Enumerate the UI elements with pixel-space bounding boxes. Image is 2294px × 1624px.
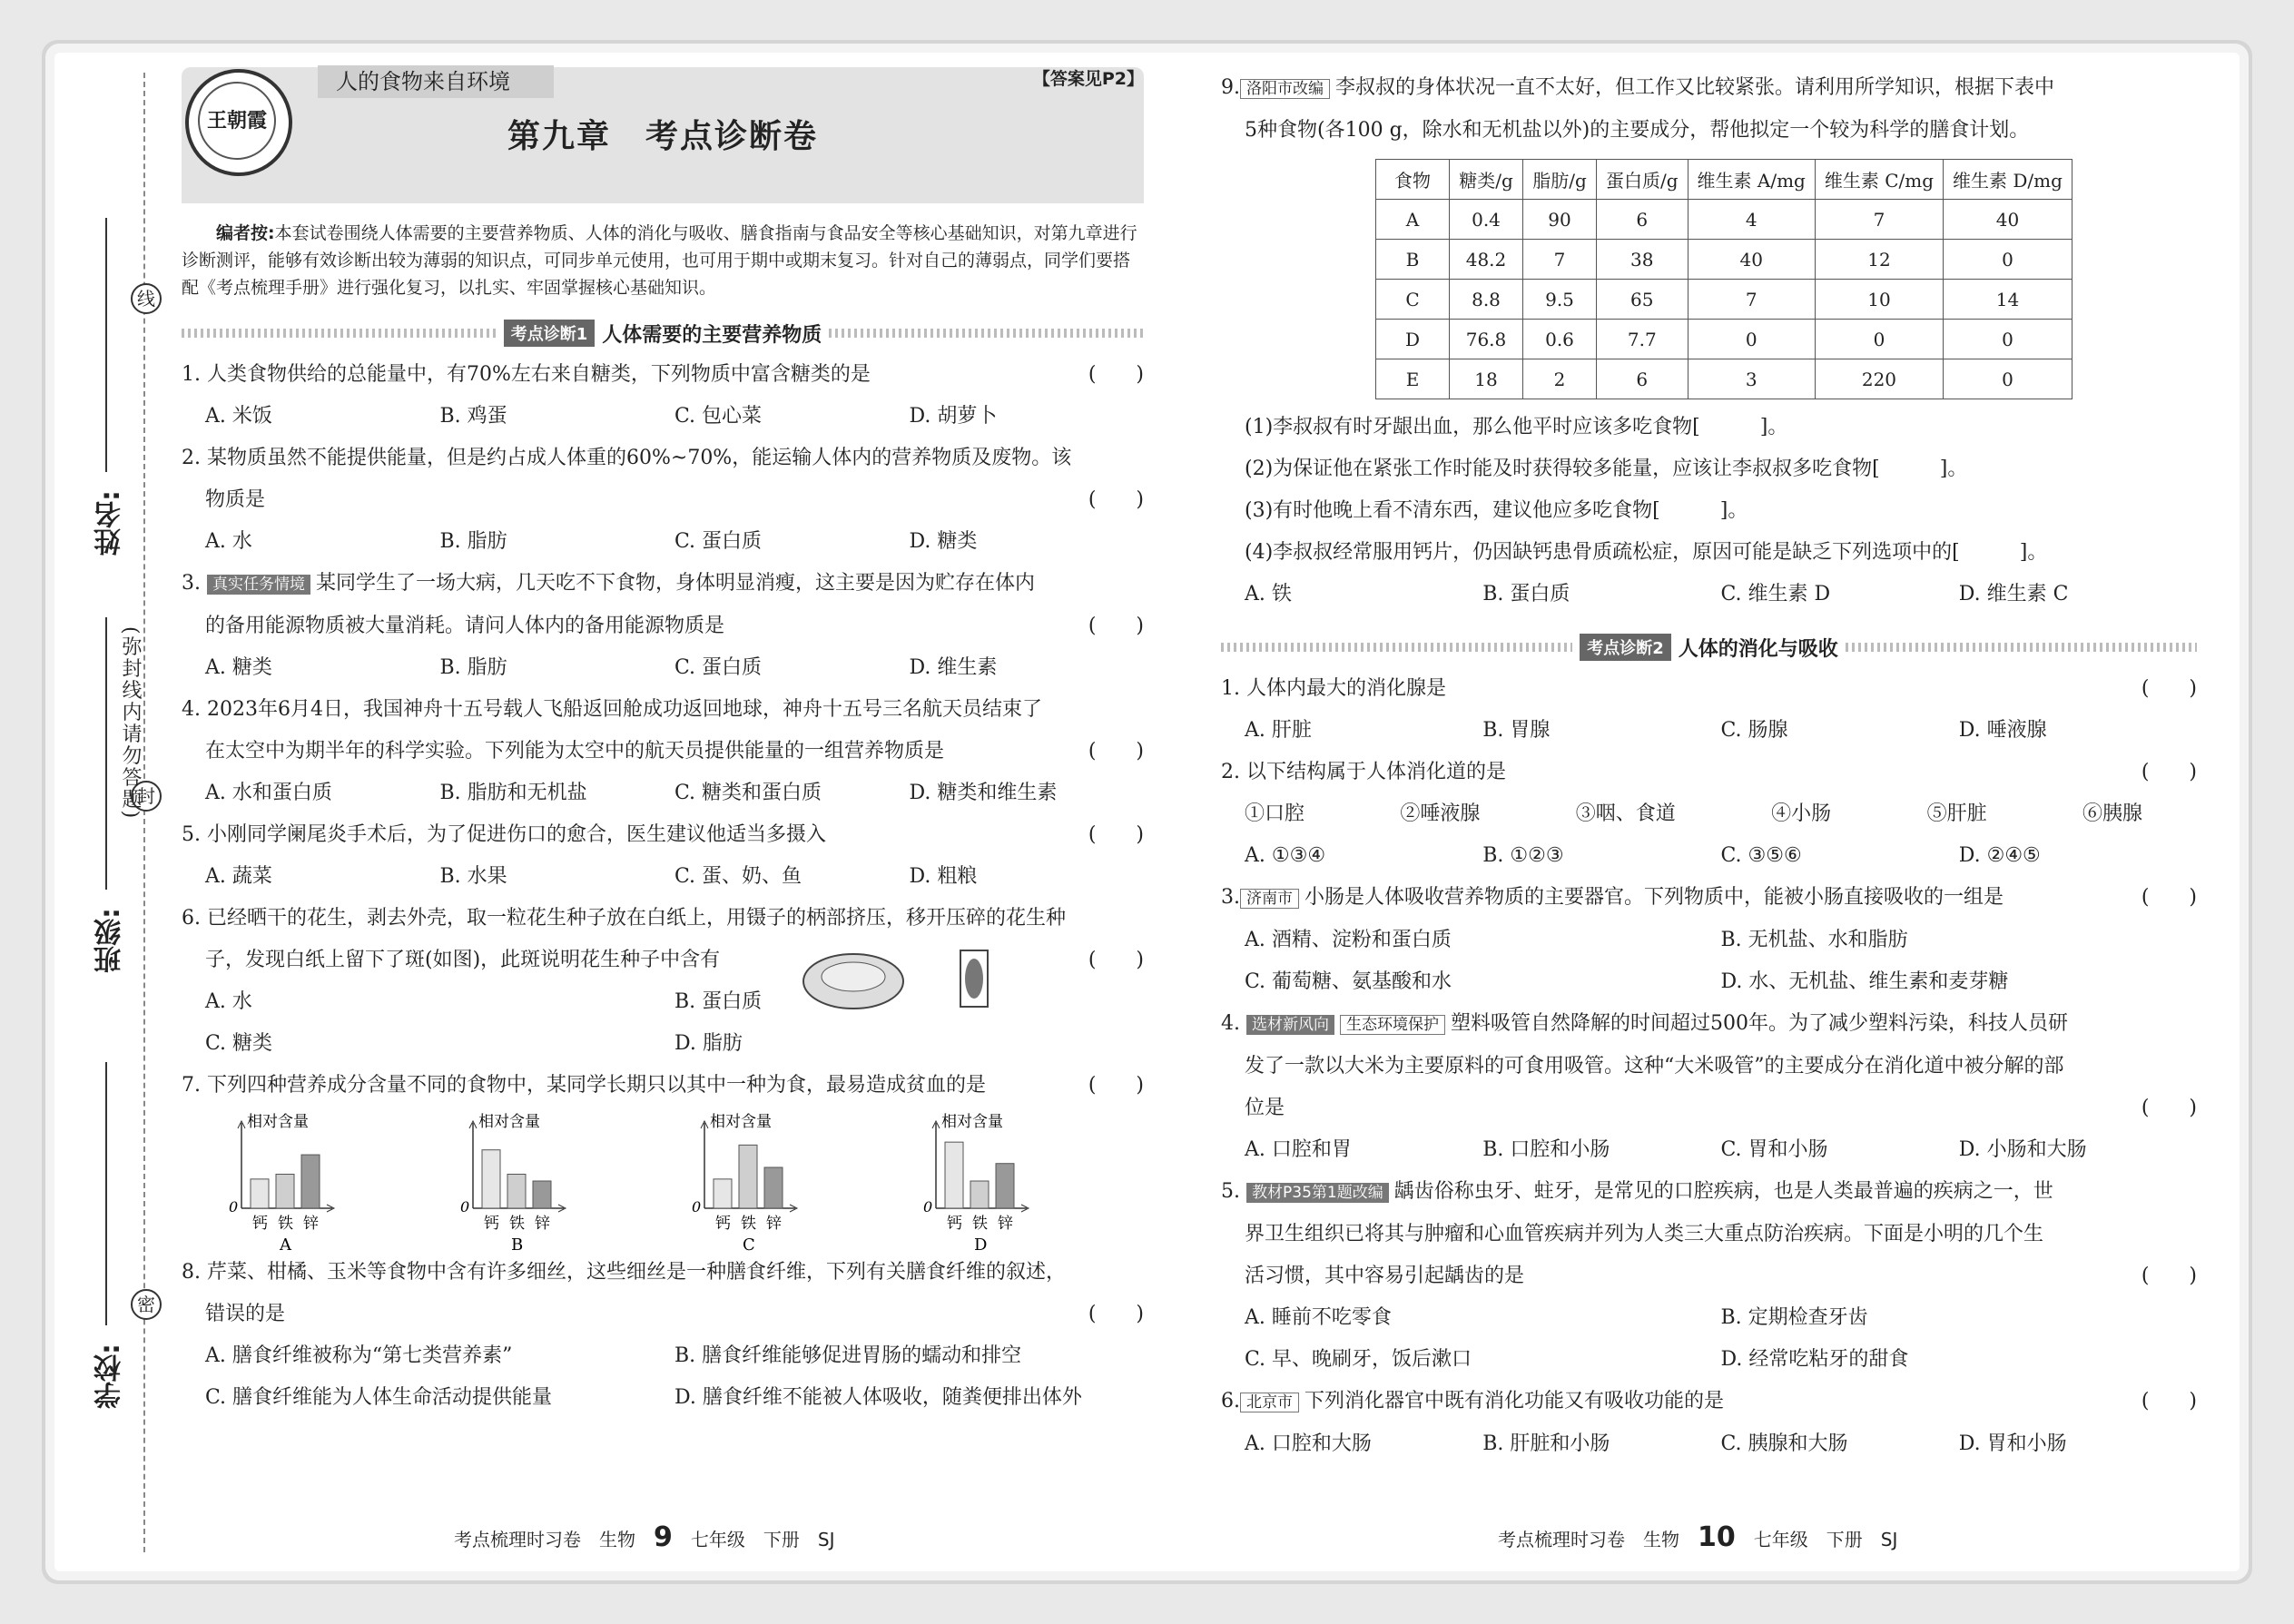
q5-answer-bracket[interactable]: ( ) xyxy=(1088,823,1144,846)
q2-option-a[interactable]: A. 水 xyxy=(205,530,252,553)
chart-svg-B xyxy=(437,1107,655,1252)
tick-label-铁: 铁 xyxy=(972,1215,988,1233)
r3-stem: 小肠是人体吸收营养物质的主要器官。下列物质中，能被小肠直接吸收的一组是 xyxy=(1305,886,2004,909)
q9-option-d[interactable]: D. 维生素 C xyxy=(1958,583,2069,605)
q7-stem: 7. 下列四种营养成分含量不同的食物中，某同学长期只以其中一种为食，最易造成贫血的是 xyxy=(182,1074,986,1097)
bar-锌 xyxy=(301,1155,320,1208)
origin-label: 0 xyxy=(460,1198,470,1216)
name-label: 姓名: xyxy=(94,490,126,556)
table-cell: E xyxy=(1376,359,1450,399)
q6-option-a[interactable]: A. 水 xyxy=(205,990,252,1013)
q3-option-d[interactable]: D. 维生素 xyxy=(909,656,998,679)
r5-option-d[interactable]: D. 经常吃粘牙的甜食 xyxy=(1720,1348,1909,1371)
r4-tag-1: 选材新风向 xyxy=(1246,1015,1334,1035)
r2-item-2: ②唾液腺 xyxy=(1400,802,1481,825)
q5-option-c[interactable]: C. 蛋、奶、鱼 xyxy=(674,865,802,888)
r2-option-d[interactable]: D. ②④⑤ xyxy=(1958,844,2041,867)
tick-label-铁: 铁 xyxy=(278,1215,293,1233)
q7-charts xyxy=(205,1107,1144,1252)
q9-number: 9. xyxy=(1221,76,1240,99)
q5-options xyxy=(182,856,1144,898)
q6-option-c[interactable]: C. 糖类 xyxy=(205,1032,273,1055)
r4-option-d[interactable]: D. 小肠和大肠 xyxy=(1958,1138,2087,1161)
r1-options xyxy=(1221,710,2197,752)
r1-stem: 1. 人体内最大的消化腺是 xyxy=(1221,677,1446,700)
r-question-5-cont xyxy=(1221,1214,2197,1255)
left-column xyxy=(182,67,1144,1419)
q2-stem: 2. 某物质虽然不能提供能量，但是约占成人体重的60%~70%，能运输人体内的营养物质及废物。该 xyxy=(182,447,1072,469)
r-question-3 xyxy=(1221,877,2197,920)
table-cell: 38 xyxy=(1597,240,1689,280)
q4-stem-cont: 在太空中为期半年的科学实验。下列能为太空中的航天员提供能量的一组营养物质是 xyxy=(205,740,945,763)
q4-answer-bracket[interactable]: ( ) xyxy=(1088,740,1144,763)
table-cell: 76.8 xyxy=(1450,320,1523,359)
bar-钙 xyxy=(714,1179,732,1208)
table-row xyxy=(1376,320,2072,359)
right-column xyxy=(1221,67,2197,1465)
editor-note-text: 本套试卷围绕人体需要的主要营养物质、人体的消化与吸收、膳食指南与食品安全等核心基础知识，对第九章进行诊断测评，能够有效诊断出较为薄弱的知识点，可同步单元使用，也可用于期中或期末复习。针对自己的薄弱点，同学们要搭配《考点梳理手册》进行强化复习，以扎实、牢固掌握核心基础知识。 xyxy=(182,223,1137,298)
binding-margin xyxy=(71,73,162,1552)
r3-answer-bracket[interactable]: ( ) xyxy=(2141,886,2197,909)
table-cell: 40 xyxy=(1688,240,1815,280)
q3-answer-bracket[interactable]: ( ) xyxy=(1088,615,1144,637)
section-1-tag: 考点诊断1 xyxy=(504,320,596,347)
question-6 xyxy=(182,898,1144,940)
table-cell: 6 xyxy=(1597,359,1689,399)
r6-option-d[interactable]: D. 胃和小肠 xyxy=(1958,1432,2067,1455)
r5-option-a[interactable]: A. 睡前不吃零食 xyxy=(1245,1306,1392,1329)
table-cell: A xyxy=(1376,200,1450,240)
q9-option-c[interactable]: C. 维生素 D xyxy=(1720,583,1831,605)
r3-options-row2 xyxy=(1221,961,2197,1003)
tick-label-铁: 铁 xyxy=(509,1215,525,1233)
footer-left xyxy=(454,1521,834,1553)
table-cell: 8.8 xyxy=(1450,280,1523,320)
r6-number: 6. xyxy=(1221,1390,1240,1412)
r4-tag-2: 生态环境保护 xyxy=(1340,1015,1445,1035)
origin-label: 0 xyxy=(692,1198,702,1216)
r-question-1 xyxy=(1221,668,2197,710)
r2-answer-bracket[interactable]: ( ) xyxy=(2141,761,2197,783)
question-2 xyxy=(182,438,1144,479)
badge-logo-text: 王朝霞 xyxy=(198,82,276,160)
q3-option-c[interactable]: C. 蛋白质 xyxy=(674,656,763,679)
r2-item-1: ①口腔 xyxy=(1245,802,1305,825)
table-cell: 0 xyxy=(1688,320,1815,359)
chapter-header xyxy=(182,67,1144,203)
r3-tag: 济南市 xyxy=(1240,889,1299,909)
tick-label-锌: 锌 xyxy=(998,1215,1013,1233)
q3-number: 3. xyxy=(182,572,201,595)
q6-answer-bracket[interactable]: ( ) xyxy=(1088,949,1144,971)
q4-option-a[interactable]: A. 水和蛋白质 xyxy=(205,782,332,804)
table-header-cell: 脂肪/g xyxy=(1523,160,1597,200)
q4-options xyxy=(182,773,1144,814)
r2-item-4: ④小肠 xyxy=(1771,802,1832,825)
q5-option-a[interactable]: A. 蔬菜 xyxy=(205,865,272,888)
r5-options-row1 xyxy=(1221,1297,2197,1339)
q9-sub-3[interactable]: (3)有时他晚上看不清东西，建议他应多吃食物[ ]。 xyxy=(1245,499,1748,522)
q9-sub-2[interactable]: (2)为保证他在紧张工作时能及时获得较多能量，应该让李叔叔多吃食物[ ]。 xyxy=(1245,458,1968,480)
table-header-cell: 糖类/g xyxy=(1450,160,1523,200)
chapter-title: 第九章 考点诊断卷 xyxy=(507,118,818,155)
chart-A[interactable] xyxy=(205,1107,437,1252)
bar-锌 xyxy=(996,1164,1014,1208)
y-axis-label: 相对含量 xyxy=(478,1113,540,1131)
table-cell: 7 xyxy=(1688,280,1815,320)
table-header-cell: 维生素 C/mg xyxy=(1815,160,1943,200)
tick-label-锌: 锌 xyxy=(766,1215,782,1233)
r3-option-a[interactable]: A. 酒精、淀粉和蛋白质 xyxy=(1245,929,1452,951)
q1-option-b[interactable]: B. 鸡蛋 xyxy=(439,405,507,428)
table-cell: C xyxy=(1376,280,1450,320)
q7-answer-bracket[interactable]: ( ) xyxy=(1088,1074,1144,1097)
q3-option-b[interactable]: B. 脂肪 xyxy=(439,656,507,679)
q8-option-b[interactable]: B. 膳食纤维能够促进胃肠的蠕动和排空 xyxy=(674,1344,1022,1367)
r2-option-b[interactable]: B. ①②③ xyxy=(1482,844,1564,867)
subject-tab: 人的食物来自环境 xyxy=(318,65,554,98)
r5-stem-cont: 界卫生组织已将其与肿瘤和心血管疾病并列为人类三大重点防治疾病。下面是小明的几个生 xyxy=(1245,1223,2044,1245)
q4-stem: 4. 2023年6月4日，我国神舟十五号载人飞船返回舱成功返回地球，神舟十五号三名航天员结束了 xyxy=(182,698,1042,721)
table-cell: 9.5 xyxy=(1523,280,1597,320)
section-2-tag: 考点诊断2 xyxy=(1580,634,1671,661)
bar-铁 xyxy=(507,1175,526,1209)
bar-钙 xyxy=(945,1142,963,1208)
section-1-header xyxy=(182,318,1144,349)
table-cell: 14 xyxy=(1944,280,2072,320)
q5-option-d[interactable]: D. 粗粮 xyxy=(909,865,978,888)
q9-option-a[interactable]: A. 铁 xyxy=(1245,583,1292,605)
chart-D[interactable] xyxy=(900,1107,1131,1252)
q1-answer-bracket[interactable]: ( ) xyxy=(1088,363,1144,386)
r2-options xyxy=(1221,835,2197,877)
footer-right-grade: 七年级 下册 SJ xyxy=(1753,1529,1898,1550)
chart-letter: D xyxy=(974,1235,988,1252)
q8-answer-bracket[interactable]: ( ) xyxy=(1088,1303,1144,1325)
bar-锌 xyxy=(764,1167,783,1208)
section-2-title: 人体的消化与吸收 xyxy=(1678,637,1838,661)
chart-letter: B xyxy=(511,1235,524,1252)
q4-option-d[interactable]: D. 糖类和维生素 xyxy=(909,782,1058,804)
question-9 xyxy=(1221,67,2197,110)
table-cell: 18 xyxy=(1450,359,1523,399)
q8-option-d[interactable]: D. 膳食纤维不能被人体吸收，随粪便排出体外 xyxy=(674,1386,1082,1409)
answer-reference: 【答案见P2】 xyxy=(1032,69,1144,89)
table-row xyxy=(1376,200,2072,240)
chart-B[interactable] xyxy=(437,1107,668,1252)
q1-options xyxy=(182,396,1144,438)
table-cell: 0.6 xyxy=(1523,320,1597,359)
nutrition-table xyxy=(1375,159,2072,399)
r3-number: 3. xyxy=(1221,886,1240,909)
origin-label: 0 xyxy=(229,1198,239,1216)
bar-铁 xyxy=(970,1181,989,1208)
table-cell: 0 xyxy=(1815,320,1943,359)
r3-option-d[interactable]: D. 水、无机盐、维生素和麦芽糖 xyxy=(1720,970,2009,993)
r4-option-b[interactable]: B. 口腔和小肠 xyxy=(1482,1138,1610,1161)
q3-stem-cont: 的备用能源物质被大量消耗。请问人体内的备用能源物质是 xyxy=(205,615,725,637)
r-question-6 xyxy=(1221,1381,2197,1423)
q3-stem: 某同学生了一场大病，几天吃不下食物，身体明显消瘦，这主要是因为贮存在体内 xyxy=(316,572,1036,595)
r1-option-c[interactable]: C. 肠腺 xyxy=(1720,719,1788,742)
r2-item-5: ⑤肝脏 xyxy=(1926,802,1987,825)
y-axis-label: 相对含量 xyxy=(247,1113,309,1131)
q2-option-d[interactable]: D. 糖类 xyxy=(909,530,978,553)
r6-stem: 下列消化器官中既有消化功能又有吸收功能的是 xyxy=(1305,1390,1725,1412)
table-cell: 0.4 xyxy=(1450,200,1523,240)
table-cell: D xyxy=(1376,320,1450,359)
bar-铁 xyxy=(276,1175,294,1209)
r6-option-b[interactable]: B. 肝脏和小肠 xyxy=(1482,1432,1610,1455)
binding-mark-bottom: 密 xyxy=(131,1289,162,1320)
table-cell: 2 xyxy=(1523,359,1597,399)
r4-number: 4. xyxy=(1221,1012,1240,1035)
r2-stem: 2. 以下结构属于人体消化道的是 xyxy=(1221,761,1506,783)
q4-option-b[interactable]: B. 脂肪和无机盐 xyxy=(439,782,587,804)
r2-item-6: ⑥胰腺 xyxy=(2082,802,2142,825)
r3-options-row1 xyxy=(1221,920,2197,961)
chart-svg-A xyxy=(205,1107,423,1252)
r5-option-b[interactable]: B. 定期检查牙齿 xyxy=(1720,1306,1868,1329)
table-cell: 90 xyxy=(1523,200,1597,240)
footer-right-title: 考点梳理时习卷 生物 xyxy=(1498,1529,1679,1550)
r2-option-a[interactable]: A. ①③④ xyxy=(1245,844,1326,867)
r1-answer-bracket[interactable]: ( ) xyxy=(2141,677,2197,700)
q2-options xyxy=(182,521,1144,563)
class-label: 班级: xyxy=(94,908,126,973)
question-8 xyxy=(182,1252,1144,1294)
q9-options xyxy=(1221,574,2197,615)
binding-mark-mid: 封 xyxy=(131,781,162,812)
r2-option-c[interactable]: C. ③⑤⑥ xyxy=(1720,844,1802,867)
q6-stem: 6. 已经晒干的花生，剥去外壳，取一粒花生种子放在白纸上，用镊子的柄部挤压，移开压碎的花生种 xyxy=(182,907,1066,930)
table-header-cell: 维生素 A/mg xyxy=(1688,160,1815,200)
r4-stem: 塑料吸管自然降解的时间超过500年。为了减少塑料污染，科技人员研 xyxy=(1451,1012,2068,1035)
q9-option-b[interactable]: B. 蛋白质 xyxy=(1482,583,1570,605)
table-cell: 0 xyxy=(1944,320,2072,359)
y-axis-label: 相对含量 xyxy=(941,1113,1003,1131)
table-cell: 7 xyxy=(1523,240,1597,280)
q1-option-d[interactable]: D. 胡萝卜 xyxy=(909,405,998,428)
q6-stem-cont: 子，发现白纸上留下了斑(如图)，此斑说明花生种子中含有 xyxy=(205,949,721,971)
question-7 xyxy=(182,1065,1144,1107)
q9-tag: 洛阳市改编 xyxy=(1240,79,1330,99)
table-cell: 0 xyxy=(1944,240,2072,280)
r6-option-a[interactable]: A. 口腔和大肠 xyxy=(1245,1432,1372,1455)
table-header-cell: 食物 xyxy=(1376,160,1450,200)
q1-option-c[interactable]: C. 包心菜 xyxy=(674,405,763,428)
r5-answer-bracket[interactable]: ( ) xyxy=(2141,1265,2197,1287)
q3-options xyxy=(182,647,1144,689)
q9-stem: 李叔叔的身体状况一直不太好，但工作又比较紧张。请利用所学知识，根据下表中 xyxy=(1335,76,2055,99)
q3-tag: 真实任务情境 xyxy=(207,575,310,595)
r4-options xyxy=(1221,1129,2197,1171)
chart-letter: A xyxy=(280,1235,291,1252)
table-cell: 65 xyxy=(1597,280,1689,320)
peanut-grease-spot-illustration xyxy=(799,945,1008,1018)
table-cell: 220 xyxy=(1815,359,1943,399)
table-cell: B xyxy=(1376,240,1450,280)
q4-option-c[interactable]: C. 糖类和蛋白质 xyxy=(674,782,822,804)
page-number-right: 10 xyxy=(1698,1521,1736,1553)
r2-item-3: ③咽、食道 xyxy=(1575,802,1676,825)
origin-label: 0 xyxy=(923,1198,933,1216)
question-9-cont xyxy=(1221,110,2197,152)
section-1-title: 人体需要的主要营养物质 xyxy=(602,323,822,347)
binding-mark-top: 线 xyxy=(131,283,162,314)
section-2-header xyxy=(1221,632,2197,663)
q1-stem: 1. 人类食物供给的总能量中，有70%左右来自糖类，下列物质中富含糖类的是 xyxy=(182,363,871,386)
chart-svg-C xyxy=(668,1107,886,1252)
bar-钙 xyxy=(251,1179,269,1208)
r6-tag: 北京市 xyxy=(1240,1393,1299,1412)
footer-left-grade: 七年级 下册 SJ xyxy=(690,1529,835,1550)
q8-stem-cont: 错误的是 xyxy=(205,1303,286,1325)
q6-option-b[interactable]: B. 蛋白质 xyxy=(674,990,763,1013)
tick-label-钙: 钙 xyxy=(252,1215,268,1233)
table-cell: 3 xyxy=(1688,359,1815,399)
tick-label-锌: 锌 xyxy=(303,1215,319,1233)
table-cell: 0 xyxy=(1944,359,2072,399)
table-cell: 48.2 xyxy=(1450,240,1523,280)
q6-options-row2 xyxy=(182,1023,1144,1065)
r5-stem-cont2: 活习惯，其中容易引起龋齿的是 xyxy=(1245,1265,1525,1287)
table-header-row xyxy=(1376,160,2072,200)
r-question-4-cont xyxy=(1221,1046,2197,1088)
tick-label-钙: 钙 xyxy=(484,1215,499,1233)
q2-option-c[interactable]: C. 蛋白质 xyxy=(674,530,763,553)
tick-label-铁: 铁 xyxy=(741,1215,756,1233)
table-cell: 4 xyxy=(1688,200,1815,240)
table-cell: 6 xyxy=(1597,200,1689,240)
question-3 xyxy=(182,563,1144,605)
q2-answer-bracket[interactable]: ( ) xyxy=(1088,488,1144,511)
r-question-2 xyxy=(1221,752,2197,793)
q8-options-row1 xyxy=(182,1335,1144,1377)
tick-label-钙: 钙 xyxy=(715,1215,731,1233)
table-row xyxy=(1376,280,2072,320)
q9-sub-4[interactable]: (4)李叔叔经常服用钙片，仍因缺钙患骨质疏松症，原因可能是缺乏下列选项中的[ ]。 xyxy=(1245,541,2048,564)
tick-label-钙: 钙 xyxy=(947,1215,962,1233)
q8-option-a[interactable]: A. 膳食纤维被称为“第七类营养素” xyxy=(205,1344,513,1367)
chart-svg-D xyxy=(900,1107,1117,1252)
chart-letter: C xyxy=(743,1235,755,1252)
q2-option-b[interactable]: B. 脂肪 xyxy=(439,530,507,553)
q1-option-a[interactable]: A. 米饭 xyxy=(205,405,272,428)
r3-option-c[interactable]: C. 葡萄糖、氨基酸和水 xyxy=(1245,970,1452,993)
r4-stem-cont: 发了一款以大米为主要原料的可食用吸管。这种“大米吸管”的主要成分在消化道中被分解的部 xyxy=(1245,1055,2064,1078)
q9-stem-cont: 5种食物(各100 g，除水和无机盐以外)的主要成分，帮他拟定一个较为科学的膳食计划。 xyxy=(1245,119,2030,142)
r2-items xyxy=(1221,793,2197,835)
r4-stem-cont2: 位是 xyxy=(1245,1097,1285,1119)
class-line xyxy=(105,617,107,890)
r5-options-row2 xyxy=(1221,1339,2197,1381)
r5-tag: 教材P35第1题改编 xyxy=(1246,1183,1389,1203)
editor-note xyxy=(182,220,1144,301)
q6-option-d[interactable]: D. 脂肪 xyxy=(674,1032,743,1055)
table-cell: 7.7 xyxy=(1597,320,1689,359)
tick-label-锌: 锌 xyxy=(535,1215,550,1233)
bar-铁 xyxy=(739,1145,757,1208)
r5-stem: 龋齿俗称虫牙、蛀牙，是常见的口腔疾病，也是人类最普遍的疾病之一，世 xyxy=(1393,1180,2053,1203)
question-8-cont xyxy=(182,1294,1144,1335)
q9-sub-1[interactable]: (1)李叔叔有时牙龈出血，那么他平时应该多吃食物[ ]。 xyxy=(1245,416,1788,438)
r1-option-d[interactable]: D. 唾液腺 xyxy=(1958,719,2047,742)
r3-option-b[interactable]: B. 无机盐、水和脂肪 xyxy=(1720,929,1908,951)
r4-option-c[interactable]: C. 胃和小肠 xyxy=(1720,1138,1828,1161)
table-cell: 12 xyxy=(1815,240,1943,280)
chart-C[interactable] xyxy=(668,1107,900,1252)
binding-note: (弥封线内请勿答题) xyxy=(119,626,142,821)
table-header-cell: 维生素 D/mg xyxy=(1944,160,2072,200)
r-question-4-cont2 xyxy=(1221,1088,2197,1129)
question-4-cont xyxy=(182,731,1144,773)
r5-option-c[interactable]: C. 早、晚刷牙，饭后漱口 xyxy=(1245,1348,1472,1371)
question-4 xyxy=(182,689,1144,731)
r-question-5 xyxy=(1221,1171,2197,1214)
q8-option-c[interactable]: C. 膳食纤维能为人体生命活动提供能量 xyxy=(205,1386,553,1409)
q5-stem: 5. 小刚同学阑尾炎手术后，为了促进伤口的愈合，医生建议他适当多摄入 xyxy=(182,823,826,846)
y-axis-label: 相对含量 xyxy=(710,1113,772,1131)
question-5 xyxy=(182,814,1144,856)
table-cell: 40 xyxy=(1944,200,2072,240)
footer-right xyxy=(1498,1521,1897,1553)
r6-answer-bracket[interactable]: ( ) xyxy=(2141,1390,2197,1412)
r6-options xyxy=(1221,1423,2197,1465)
name-line xyxy=(105,218,107,472)
r6-option-c[interactable]: C. 胰腺和大肠 xyxy=(1720,1432,1848,1455)
footer-left-title: 考点梳理时习卷 生物 xyxy=(454,1529,635,1550)
editor-note-label: 编者按: xyxy=(216,223,275,243)
r5-number: 5. xyxy=(1221,1180,1240,1203)
q5-option-b[interactable]: B. 水果 xyxy=(439,865,507,888)
r1-option-b[interactable]: B. 胃腺 xyxy=(1482,719,1551,742)
r4-answer-bracket[interactable]: ( ) xyxy=(2141,1097,2197,1119)
school-label: 学校: xyxy=(94,1343,126,1409)
bar-锌 xyxy=(533,1181,551,1208)
q8-stem: 8. 芹菜、柑橘、玉米等食物中含有许多细丝，这些细丝是一种膳食纤维，下列有关膳食纤维的叙述， xyxy=(182,1261,1066,1284)
question-1 xyxy=(182,354,1144,396)
table-row xyxy=(1376,240,2072,280)
q2-stem-cont: 物质是 xyxy=(205,488,266,511)
r1-option-a[interactable]: A. 肝脏 xyxy=(1245,719,1312,742)
q8-options-row2 xyxy=(182,1377,1144,1419)
table-cell: 7 xyxy=(1815,200,1943,240)
table-cell: 10 xyxy=(1815,280,1943,320)
r-question-5-cont2 xyxy=(1221,1255,2197,1297)
page-number-left: 9 xyxy=(654,1521,673,1553)
question-2-cont xyxy=(182,479,1144,521)
r-question-4 xyxy=(1221,1003,2197,1046)
r4-option-a[interactable]: A. 口腔和胃 xyxy=(1245,1138,1352,1161)
q3-option-a[interactable]: A. 糖类 xyxy=(205,656,272,679)
question-6-cont xyxy=(182,940,1144,981)
question-3-cont xyxy=(182,605,1144,647)
school-line xyxy=(105,1062,107,1325)
table-header-cell: 蛋白质/g xyxy=(1597,160,1689,200)
table-row xyxy=(1376,359,2072,399)
bar-钙 xyxy=(482,1150,500,1208)
